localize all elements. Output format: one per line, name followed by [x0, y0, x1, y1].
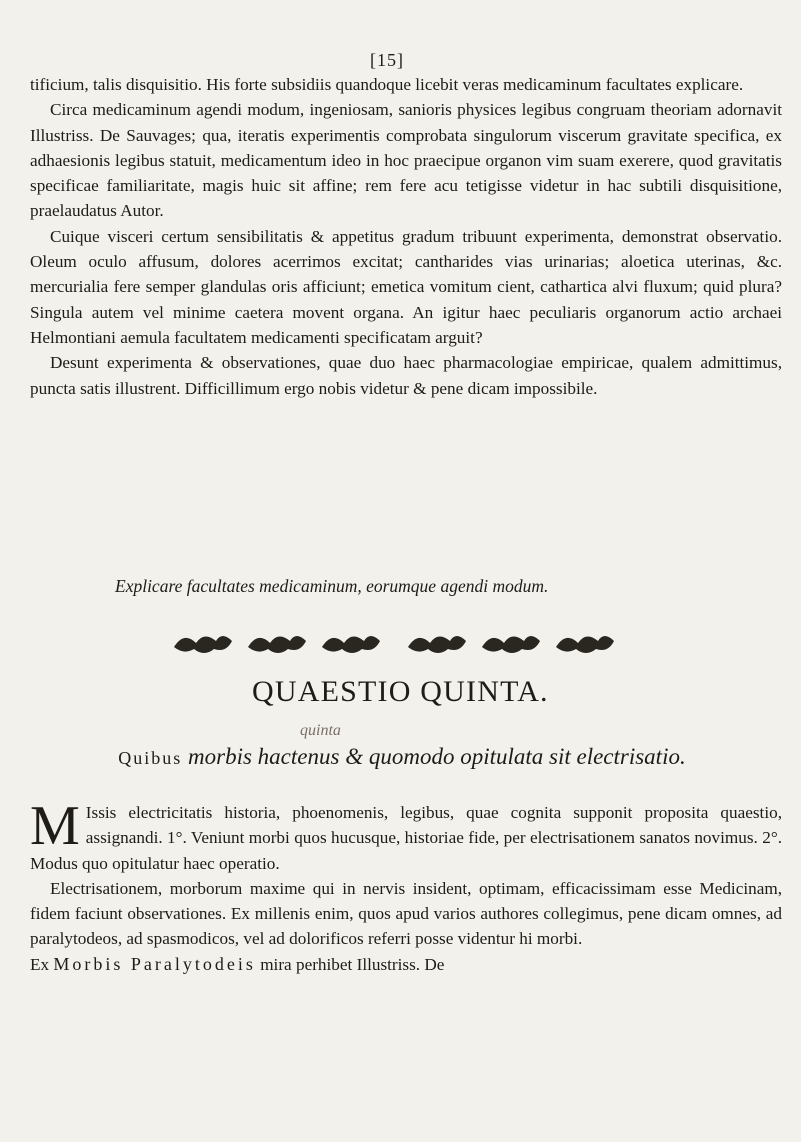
paragraph-3: Cuique visceri certum sensibilitatis & appetitus gradum tribuunt experimenta, demonstrat observatio. Oleum oculo affusum, dolores acerrimos excitat; cantharides vias urinarias; aloetica uterinas, &c. mercurialia fere semper glandulas oris afficiunt; emetica vomitum cient, cathartica alvi fluxum; quid plura? Singula autem vel minime caetera movent organa. An igitur haec peculiaris organorum actio archaei Helmontiani aemula facultatem medicamenti specificatam arguit? [30, 226, 782, 347]
paragraph-7-rest: mira perhibet Illustriss. De [260, 954, 445, 974]
paragraph-7 [30, 952, 782, 977]
body-text-bottom [30, 795, 782, 977]
question-title: QUAESTIO QUINTA. [252, 675, 549, 708]
paragraph-6: Electrisationem, morborum maxime qui in nervis insident, optimam, efficacissimam esse Medicinam, fidem faciunt observationes. Ex millenis enim, quos apud varios authores collegimus, pene dicam omnes, ad paralytodeos, ad spasmodicos, vel ad dolorificos referri posse videntur hi morbi. [30, 878, 782, 949]
drop-cap: M [30, 795, 80, 857]
subtitle-rest: morbis hactenus & quomodo opitulata sit electrisatio. [188, 744, 686, 769]
paragraph-1: tificium, talis disquisitio. His forte subsidiis quandoque licebit veras medicaminum facultates explicare. [30, 75, 744, 94]
paragraph-4: Desunt experimenta & observationes, quae duo haec pharmacologiae empiricae, qualem admittimus, puncta satis illustrent. Difficillimum ergo nobis videtur & pene dicam impossibile. [30, 353, 782, 398]
subtitle-lead: Quibus [118, 748, 183, 768]
paragraph-5 [30, 795, 782, 876]
paragraph-7-lead: Ex [30, 954, 50, 974]
question-subtitle [112, 742, 692, 773]
paragraph-2: Circa medicaminum agendi modum, ingeniosam, sanioris physices legibus congruam theoriam adornavit Illustriss. De Sauvages; qua, iteratis experimentis comprobata singulorum viscerum gravitate specifica, ex adhaesionis legibus statuit, medicamentum ideo in hoc praecipue organon vim suam exerere, quod gravitatis specificae familiaritate, magis huic sit affine; rem fere acu tetigisse videtur in hac subtili disquisitione, praelaudatus Autor. [30, 100, 782, 221]
paragraph-7-spaced: Morbis Paralytodeis [53, 953, 256, 974]
page-number: [15] [370, 50, 404, 70]
body-text-top [30, 72, 782, 401]
section-note: Explicare facultates medicaminum, eorumque agendi modum. [115, 576, 549, 596]
handwritten-note: quinta [300, 722, 341, 739]
ornament-band [170, 625, 632, 659]
paragraph-5-text: Issis electricitatis historia, phoenomenis, legibus, quae cognita supponit proposita quaestio, assignandi. 1°. Veniunt morbi quos hucusque, historiae fide, per electrisationem sanatos novimus. 2°. Modus quo opitulatur haec operatio. [30, 803, 782, 873]
